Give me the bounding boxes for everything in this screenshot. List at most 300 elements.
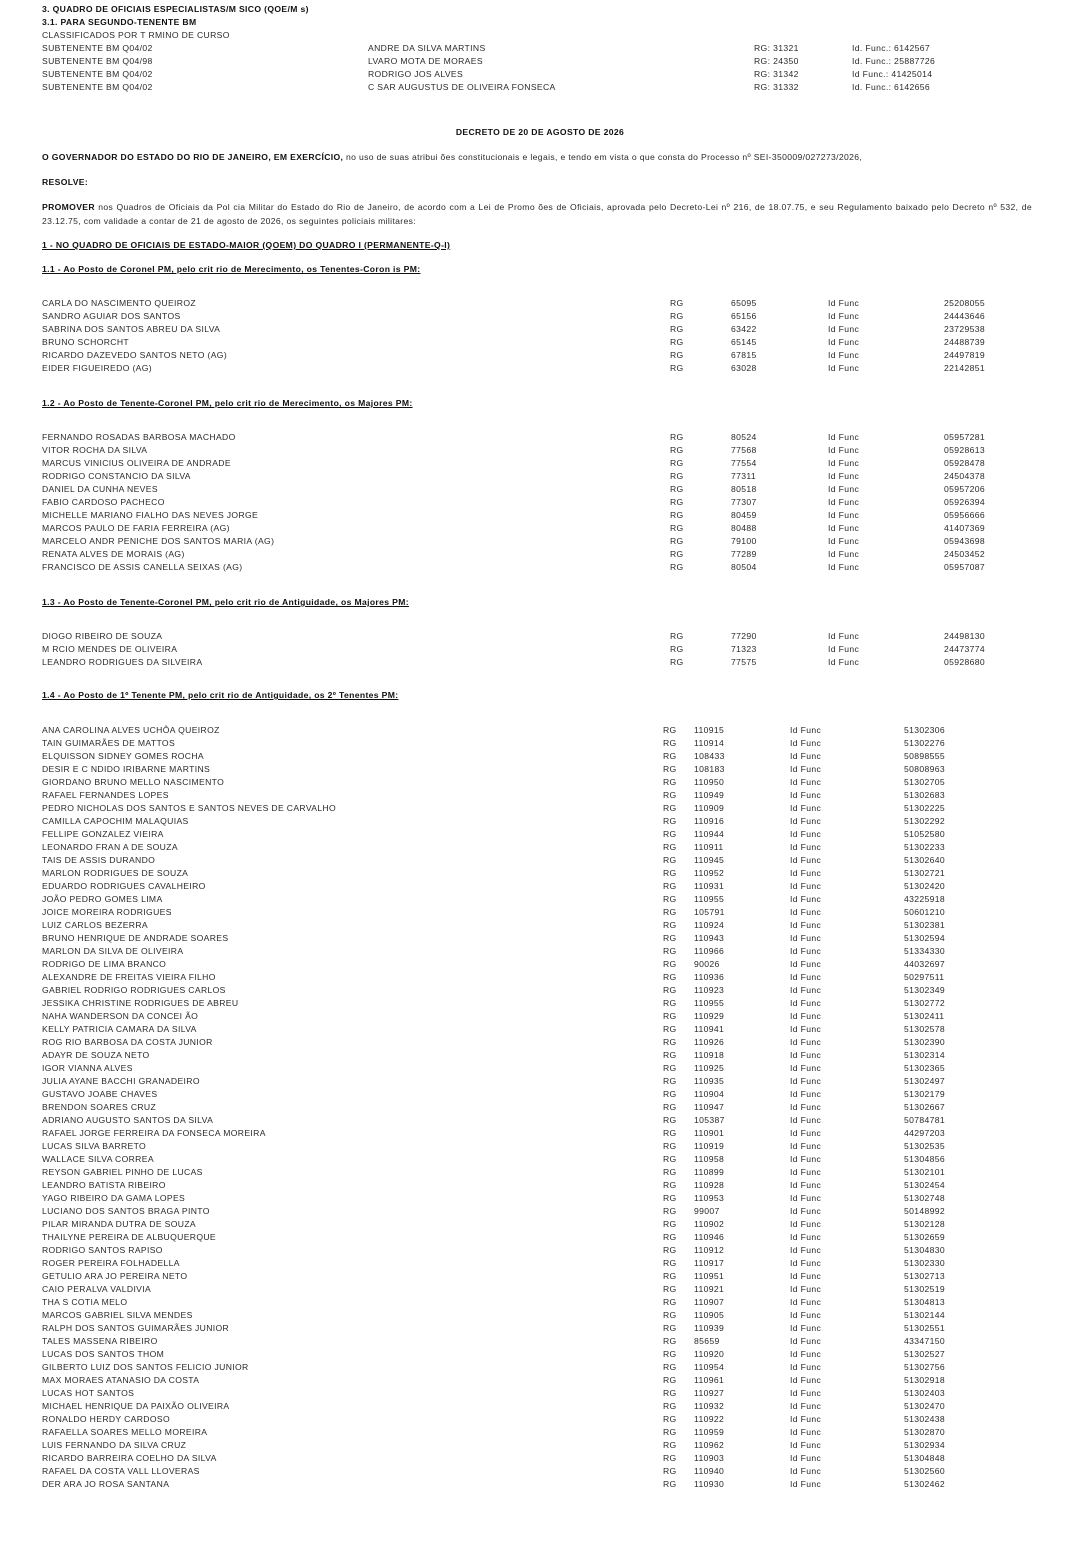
table-row [0,522,1080,535]
cell-rg: 110925 [694,1063,725,1073]
cell-rg: RG: 31342 [754,69,799,79]
cell-rg-label: RG [663,1167,677,1177]
governor-rest: no uso de suas atribui ões constitucionais e legais, e tendo em vista o que consta do Processo nº SEI-350009/027273/2026, [343,152,863,162]
cell-func: 51302551 [904,1323,946,1333]
cell-func: 05928613 [944,445,986,455]
table-row [0,789,1080,802]
cell-func: 51302519 [904,1284,946,1294]
cell-func: 51302497 [904,1076,946,1086]
cell-func-label: Id Func [790,1167,822,1177]
cell-name: GIORDANO BRUNO MELLO NASCIMENTO [42,777,225,787]
table-row [0,841,1080,854]
cell-rg-label: RG [663,1115,677,1125]
cell-func: 05926394 [944,497,986,507]
table-row [0,1335,1080,1348]
table-row [0,1270,1080,1283]
cell-rg-label: RG [670,311,684,321]
cell-func: 51302640 [904,855,946,865]
cell-name: MARCELO ANDR PENICHE DOS SANTOS MARIA (AG) [42,536,275,546]
cell-func: 44032697 [904,959,946,969]
cell-rg: 110928 [694,1180,725,1190]
cell-name: MAX MORAES ATANASIO DA COSTA [42,1375,200,1385]
cell-func: 24503452 [944,549,986,559]
cell-rg: 65156 [731,311,757,321]
table-row [0,297,1080,310]
table-row [0,828,1080,841]
cell-rg: 110955 [694,894,725,904]
cell-func: 51052580 [904,829,946,839]
table-row [0,906,1080,919]
cell-rg-label: RG [663,1141,677,1151]
table-row [0,1465,1080,1478]
cell-rg: 77554 [731,458,757,468]
cell-rg-label: RG [663,1037,677,1047]
cell-func: 51302748 [904,1193,946,1203]
cell-rg-label: RG [663,959,677,969]
cell-rg-label: RG [670,497,684,507]
cell-func-label: Id Func [828,657,860,667]
cell-rg: 80459 [731,510,757,520]
cell-name: TAIN GUIMARÃES DE MATTOS [42,738,176,748]
cell-rg-label: RG [670,644,684,654]
table-row [0,919,1080,932]
cell-name: PEDRO NICHOLAS DOS SANTOS E SANTOS NEVES DE CARVALHO [42,803,337,813]
cell-rg: 110917 [694,1258,725,1268]
cell-name: MARLON DA SILVA DE OLIVEIRA [42,946,184,956]
table-row [0,958,1080,971]
cell-rg: 110923 [694,985,725,995]
cell-func-label: Id Func [790,855,822,865]
cell-rg: 110929 [694,1011,725,1021]
cell-func-label: Id Func [790,998,822,1008]
cell-name: LEANDRO BATISTA RIBEIRO [42,1180,166,1190]
cell-rg-label: RG [663,1063,677,1073]
cell-func: 24488739 [944,337,986,347]
cell-rg: 110941 [694,1024,725,1034]
cell-func: 50808963 [904,764,946,774]
cell-rg-label: RG [670,484,684,494]
cell-name: RODRIGO CONSTANCIO DA SILVA [42,471,191,481]
cell-func-label: Id Func [790,1284,822,1294]
cell-rank: SUBTENENTE BM Q04/02 [42,82,153,92]
cell-rg-label: RG [663,751,677,761]
table-row [0,1075,1080,1088]
cell-func-label: Id Func [790,933,822,943]
cell-func-label: Id Func [790,1206,822,1216]
cell-func-label: Id Func [790,1453,822,1463]
cell-rg-label: RG [670,657,684,667]
cell-name: VITOR ROCHA DA SILVA [42,445,148,455]
cell-rg: 77568 [731,445,757,455]
cell-rg-label: RG [670,432,684,442]
cell-rg-label: RG [670,510,684,520]
table-row [0,1387,1080,1400]
cell-rg-label: RG [663,1297,677,1307]
cell-func: 24497819 [944,350,986,360]
cell-rg-label: RG [663,1466,677,1476]
cell-func: 51302683 [904,790,946,800]
cell-rg: 110953 [694,1193,725,1203]
cell-func: 05956666 [944,510,986,520]
table-row [0,1413,1080,1426]
table-row [0,323,1080,336]
cell-rg-label: RG [663,1310,677,1320]
cell-name: PILAR MIRANDA DUTRA DE SOUZA [42,1219,197,1229]
cell-name: LUCAS SILVA BARRETO [42,1141,147,1151]
cell-func: 50601210 [904,907,946,917]
cell-rg: 77289 [731,549,757,559]
section-3-1-subtitle: 3.1. PARA SEGUNDO-TENENTE BM [42,17,197,27]
cell-func-label: Id Func [828,631,860,641]
cell-rg-label: RG [670,536,684,546]
table-row [0,1179,1080,1192]
cell-name: FRANCISCO DE ASSIS CANELLA SEIXAS (AG) [42,562,243,572]
table-row [0,737,1080,750]
cell-rg-label: RG [663,1375,677,1385]
section-1-4-title: 1.4 - Ao Posto de 1º Tenente PM, pelo crit rio de Antiguidade, os 2º Tenentes PM: [42,690,399,700]
cell-rg: 110951 [694,1271,725,1281]
cell-name: KELLY PATRICIA CAMARA DA SILVA [42,1024,197,1034]
cell-func: 51302420 [904,881,946,891]
cell-name: RAFAEL JORGE FERREIRA DA FONSECA MOREIRA [42,1128,266,1138]
cell-rg-label: RG [663,1453,677,1463]
cell-rg: 110904 [694,1089,725,1099]
cell-rg: 67815 [731,350,757,360]
cell-rg-label: RG [663,1219,677,1229]
cell-rg: 110920 [694,1349,725,1359]
cell-name: REYSON GABRIEL PINHO DE LUCAS [42,1167,203,1177]
table-row [0,945,1080,958]
table-row [0,431,1080,444]
cell-name: ANDRE DA SILVA MARTINS [368,43,486,53]
cell-rg: 77307 [731,497,757,507]
table-row [0,867,1080,880]
cell-func: 05957281 [944,432,986,442]
cell-func-label: Id Func [790,1024,822,1034]
cell-name: M RCIO MENDES DE OLIVEIRA [42,644,178,654]
cell-func: 05957206 [944,484,986,494]
cell-name: RAFAEL DA COSTA VALL LLOVERAS [42,1466,200,1476]
table-row [0,1244,1080,1257]
cell-func-label: Id Func [790,777,822,787]
cell-rg-label: RG [663,1388,677,1398]
cell-rg: 110919 [694,1141,725,1151]
cell-name: RALPH DOS SANTOS GUIMARÃES JUNIOR [42,1323,230,1333]
cell-func-label: Id Func [790,738,822,748]
cell-name: BRENDON SOARES CRUZ [42,1102,157,1112]
cell-func-label: Id Func [790,1245,822,1255]
table-row [0,1114,1080,1127]
cell-rg: 110921 [694,1284,725,1294]
cell-rg-label: RG [663,803,677,813]
cell-func-label: Id Func [790,1258,822,1268]
cell-rg-label: RG [663,1050,677,1060]
cell-name: CAMILLA CAPOCHIM MALAQUIAS [42,816,189,826]
table-row [0,1036,1080,1049]
table-row [0,802,1080,815]
cell-func-label: Id Func [790,725,822,735]
cell-name: THAILYNE PEREIRA DE ALBUQUERQUE [42,1232,217,1242]
cell-rg: 108183 [694,764,725,774]
cell-name: SANDRO AGUIAR DOS SANTOS [42,311,181,321]
cell-func: 24504378 [944,471,986,481]
cell-func-label: Id Func [790,1414,822,1424]
promover-paragraph [42,200,1032,228]
cell-rank: SUBTENENTE BM Q04/02 [42,69,153,79]
cell-func: 51302454 [904,1180,946,1190]
cell-func: 05928680 [944,657,986,667]
cell-func-label: Id Func [790,764,822,774]
cell-func-label: Id Func [790,1297,822,1307]
classified-label: CLASSIFICADOS POR T RMINO DE CURSO [42,30,230,40]
cell-rg: 110927 [694,1388,725,1398]
table-row [0,880,1080,893]
table-row [0,496,1080,509]
cell-rg: 110912 [694,1245,725,1255]
cell-func-label: Id Func [790,1193,822,1203]
cell-rg: 110952 [694,868,725,878]
table-row [0,1374,1080,1387]
cell-rg: 105387 [694,1115,725,1125]
cell-func-label: Id Func [790,1401,822,1411]
cell-rg-label: RG [663,1076,677,1086]
cell-name: ADAYR DE SOUZA NETO [42,1050,150,1060]
cell-func: 51302721 [904,868,946,878]
table-row [0,630,1080,643]
cell-rg: 110962 [694,1440,725,1450]
cell-rg-label: RG [663,1414,677,1424]
cell-rg: 110935 [694,1076,725,1086]
cell-rg: 63028 [731,363,757,373]
cell-func: 05957087 [944,562,986,572]
table-row [0,561,1080,574]
cell-rg: 99007 [694,1206,720,1216]
cell-rg-label: RG [663,725,677,735]
cell-name: RICARDO DAZEVEDO SANTOS NETO (AG) [42,350,228,360]
cell-rg-label: RG [663,1440,677,1450]
cell-rg-label: RG [663,790,677,800]
cell-func: 05943698 [944,536,986,546]
cell-func-label: Id Func [790,803,822,813]
cell-func-label: Id Func [790,790,822,800]
table-row [0,1101,1080,1114]
table-row [0,483,1080,496]
cell-name: NAHA WANDERSON DA CONCEI ÃO [42,1011,199,1021]
cell-func-label: Id Func [790,1271,822,1281]
cell-func-label: Id Func [790,920,822,930]
cell-rg-label: RG [663,1401,677,1411]
section-1-1-title: 1.1 - Ao Posto de Coronel PM, pelo crit rio de Merecimento, os Tenentes-Coron is PM: [42,264,421,274]
cell-func-label: Id Func [790,972,822,982]
cell-rg: 71323 [731,644,757,654]
cell-rg-label: RG [670,363,684,373]
cell-rg-label: RG [663,1206,677,1216]
cell-func: 41407369 [944,523,986,533]
cell-func-label: Id Func [790,959,822,969]
cell-name: LUCIANO DOS SANTOS BRAGA PINTO [42,1206,210,1216]
cell-rg-label: RG [663,777,677,787]
cell-rg-label: RG [663,881,677,891]
cell-rg: 110959 [694,1427,725,1437]
table-row [0,1257,1080,1270]
cell-name: GUSTAVO JOABE CHAVES [42,1089,158,1099]
cell-rg-label: RG [663,1024,677,1034]
cell-func: 50898555 [904,751,946,761]
table-row [0,893,1080,906]
cell-rg-label: RG [663,816,677,826]
cell-rg-label: RG [670,337,684,347]
cell-func: 51302772 [904,998,946,1008]
cell-rg-label: RG [663,972,677,982]
table-row [0,984,1080,997]
cell-func: 51302144 [904,1310,946,1320]
cell-rg: 110954 [694,1362,725,1372]
cell-func: 51302314 [904,1050,946,1060]
cell-rg: 110961 [694,1375,725,1385]
table-row [0,509,1080,522]
cell-func-label: Id Func [790,1440,822,1450]
cell-rg: 110902 [694,1219,725,1229]
cell-rg: 110909 [694,803,725,813]
table-row [0,724,1080,737]
cell-func: 51302918 [904,1375,946,1385]
table-row [0,932,1080,945]
cell-rg-label: RG [663,1180,677,1190]
cell-func: 51302179 [904,1089,946,1099]
cell-func: 25208055 [944,298,986,308]
governor-paragraph [42,152,862,163]
cell-func: 51304830 [904,1245,946,1255]
cell-rg-label: RG [663,985,677,995]
cell-rg-label: RG [663,855,677,865]
cell-rg: 110924 [694,920,725,930]
cell-name: MARLON RODRIGUES DE SOUZA [42,868,189,878]
cell-func-label: Id Func [790,1141,822,1151]
cell-name: RODRIGO SANTOS RAPISO [42,1245,163,1255]
cell-func-label: Id Func [828,536,860,546]
cell-rg-label: RG [663,1271,677,1281]
table-row [0,1322,1080,1335]
cell-name: LUIZ CARLOS BEZERRA [42,920,148,930]
cell-rg-label: RG [663,1232,677,1242]
cell-func-label: Id Func [828,497,860,507]
table-row [0,1062,1080,1075]
cell-rg-label: RG [670,471,684,481]
table-row [0,1309,1080,1322]
table-row [0,362,1080,375]
cell-rg: 110905 [694,1310,725,1320]
cell-func-label: Id Func [828,324,860,334]
cell-name: FERNANDO ROSADAS BARBOSA MACHADO [42,432,236,442]
cell-func: 51302381 [904,920,946,930]
cell-rg-label: RG [663,1089,677,1099]
cell-name: MARCUS VINICIUS OLIVEIRA DE ANDRADE [42,458,231,468]
cell-func: 51302934 [904,1440,946,1450]
cell-rg-label: RG [663,920,677,930]
cell-func-label: Id Func [828,363,860,373]
table-row [0,1361,1080,1374]
cell-name: GABRIEL RODRIGO RODRIGUES CARLOS [42,985,226,995]
promover-rest: nos Quadros de Oficiais da Pol cia Militar do Estado do Rio de Janeiro, de acordo com a Lei de Promo ões de Oficiais, aprovada pelo Decreto-Lei nº 216, de 18.07.75, e seu Regulamento baixado pelo Decreto nº 532, de 23.12.75, com validade a contar de 21 de agosto de 2026, os seguintes policiais militares: [42,202,1032,226]
cell-rg: 65095 [731,298,757,308]
cell-name: FABIO CARDOSO PACHECO [42,497,165,507]
cell-name: LUIS FERNANDO DA SILVA CRUZ [42,1440,187,1450]
quadro-1-title: 1 - NO QUADRO DE OFICIAIS DE ESTADO-MAIOR (QOEM) DO QUADRO I (PERMANENTE-Q-I) [42,240,451,250]
cell-rg-label: RG [663,1258,677,1268]
table-row [0,1205,1080,1218]
cell-rg-label: RG [670,549,684,559]
cell-func-label: Id Func [790,946,822,956]
cell-rg: 110950 [694,777,725,787]
cell-func: 51302330 [904,1258,946,1268]
table-row [0,997,1080,1010]
cell-rg: 110911 [694,842,724,852]
cell-func: 51302438 [904,1414,946,1424]
cell-func-label: Id Func [790,1232,822,1242]
cell-func-label: Id Func [790,1362,822,1372]
cell-rg-label: RG [663,1193,677,1203]
cell-name: RODRIGO JOS ALVES [368,69,464,79]
cell-name: DIOGO RIBEIRO DE SOUZA [42,631,163,641]
cell-rg: 110899 [694,1167,725,1177]
cell-name: LEANDRO RODRIGUES DA SILVEIRA [42,657,203,667]
cell-func: 51302659 [904,1232,946,1242]
cell-func: 51302365 [904,1063,946,1073]
cell-func: 51302233 [904,842,946,852]
cell-func-label: Id Func [790,1466,822,1476]
cell-func: 51302535 [904,1141,946,1151]
promover-bold: PROMOVER [42,202,95,212]
cell-rg: 80488 [731,523,757,533]
cell-name: THA S COTIA MELO [42,1297,128,1307]
cell-name: BRUNO HENRIQUE DE ANDRADE SOARES [42,933,229,943]
cell-name: DESIR E C NDIDO IRIBARNE MARTINS [42,764,211,774]
cell-rg: 110901 [694,1128,725,1138]
table-row [0,1426,1080,1439]
cell-func-label: Id Func [828,562,860,572]
cell-func: 51302470 [904,1401,946,1411]
cell-name: LUCAS HOT SANTOS [42,1388,135,1398]
table-row [0,336,1080,349]
cell-rg: 110903 [694,1453,725,1463]
table-row [0,763,1080,776]
cell-rg: 110914 [694,738,725,748]
cell-name: JOÃO PEDRO GOMES LIMA [42,894,163,904]
cell-name: ROGER PEREIRA FOLHADELLA [42,1258,180,1268]
cell-rg-label: RG [670,324,684,334]
cell-rg: 65145 [731,337,757,347]
cell-rg-label: RG [663,1011,677,1021]
table-row [0,1192,1080,1205]
table-row [0,750,1080,763]
cell-rg: 110932 [694,1401,725,1411]
cell-rg: 110930 [694,1479,725,1489]
cell-func-label: Id Func [790,1102,822,1112]
cell-rg-label: RG [663,842,677,852]
table-row [0,1400,1080,1413]
cell-rg-label: RG [663,933,677,943]
table-row [0,854,1080,867]
cell-rg-label: RG [663,764,677,774]
cell-rg: 110947 [694,1102,725,1112]
cell-func: 24443646 [944,311,986,321]
cell-func-label: Id Func [790,985,822,995]
table-row [0,55,1080,68]
cell-func-label: Id Func [790,1050,822,1060]
cell-rg-label: RG [663,1336,677,1346]
cell-name: TALES MASSENA RIBEIRO [42,1336,158,1346]
cell-func: 24498130 [944,631,986,641]
